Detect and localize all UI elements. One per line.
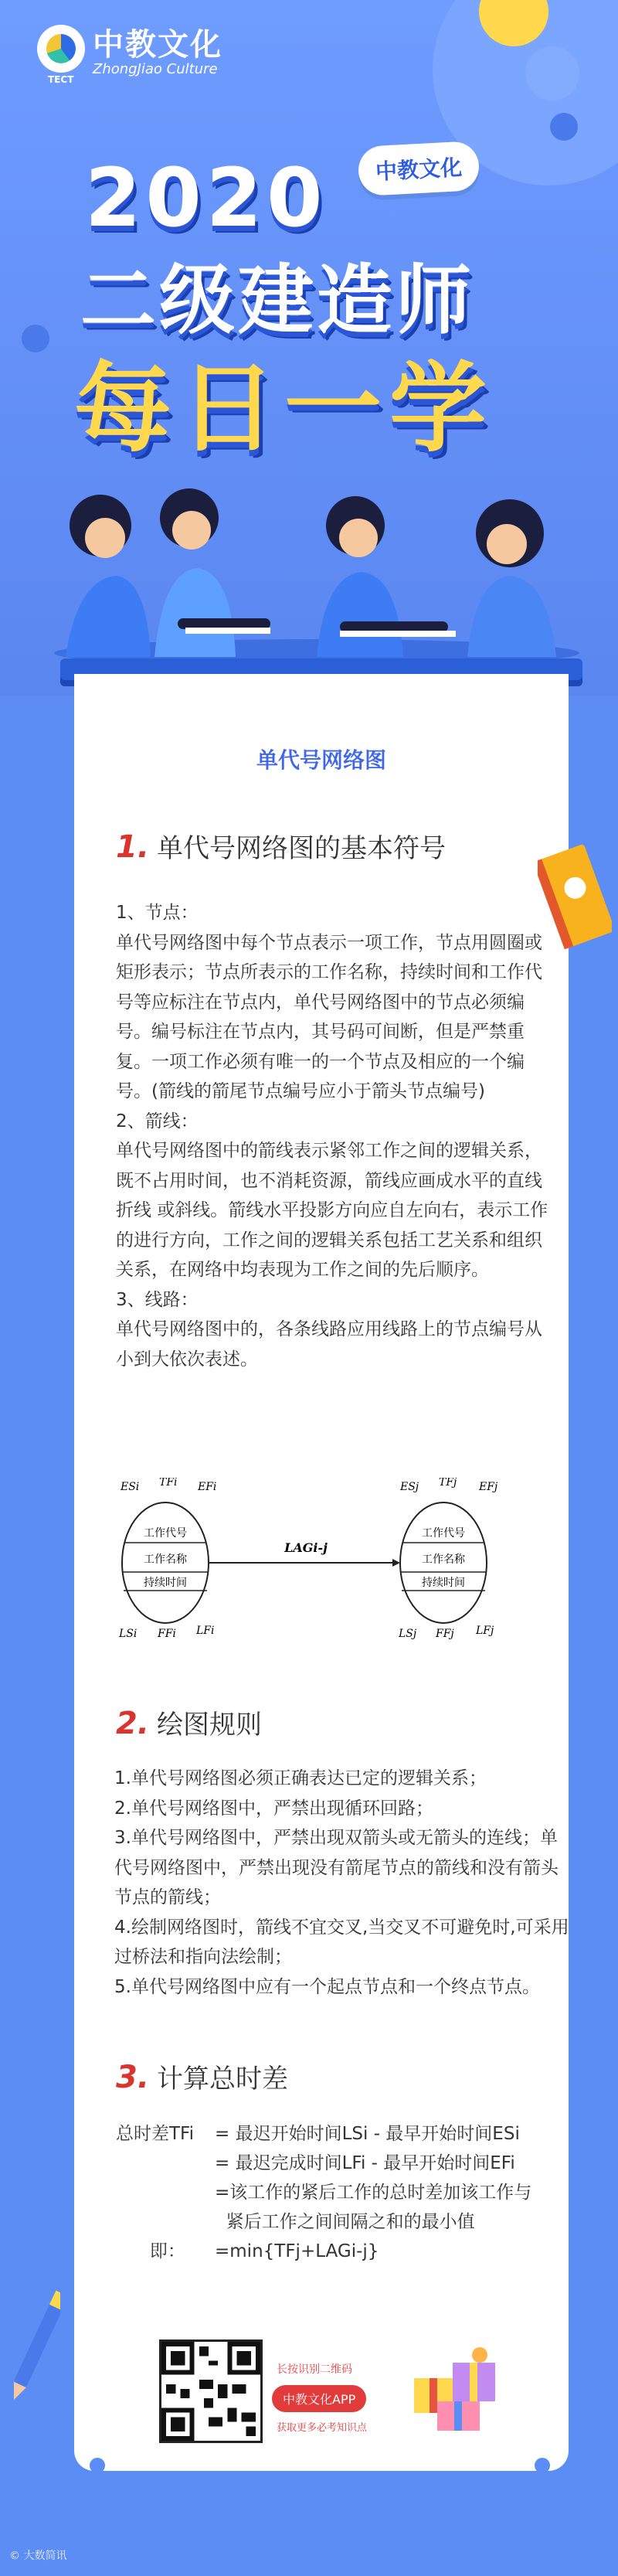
left-node-ef: EFi <box>198 1481 217 1493</box>
left-node <box>118 1478 216 1640</box>
section-1-heading <box>116 827 446 865</box>
section-1-number: 1. <box>116 829 150 865</box>
left-node-es: ESi <box>121 1481 140 1493</box>
left-node-lf: LFi <box>196 1625 215 1637</box>
book-icon <box>538 842 612 958</box>
content-card <box>74 674 569 2471</box>
logo-en: ZhongJiao Culture <box>93 61 218 77</box>
brand-tag: 中教文化 <box>357 141 480 196</box>
section-2-title: 绘图规则 <box>157 1710 263 1741</box>
right-node <box>398 1478 498 1640</box>
section-1-title: 单代号网络图的基本符号 <box>157 833 447 864</box>
student-3 <box>317 496 456 657</box>
gift-boxes-icon <box>406 2332 514 2432</box>
left-node-ls: LSi <box>119 1628 138 1640</box>
right-node-ls: LSj <box>399 1628 417 1640</box>
logo-icon <box>37 25 85 73</box>
decor-dot <box>22 325 49 352</box>
right-node-ff: FFj <box>436 1628 454 1640</box>
student-1 <box>66 495 151 657</box>
right-node-name: 工作名称 <box>422 1553 465 1566</box>
link-label: LAGi-j <box>284 1540 328 1555</box>
brand-logo <box>37 20 222 85</box>
headline-subtitle: 二级建造师 <box>80 257 475 345</box>
formula-row: 即： =min{TFj+LAGi-j} <box>116 2241 379 2261</box>
student-2 <box>154 488 270 657</box>
app-button[interactable]: 中教文化APP <box>272 2385 366 2412</box>
qr-code[interactable] <box>159 2339 263 2443</box>
decor-dot <box>550 113 578 141</box>
left-node-ff: FFi <box>158 1628 176 1640</box>
left-node-name: 工作名称 <box>144 1553 187 1566</box>
formula-block <box>116 2119 564 2266</box>
logo-cn: 中教文化 <box>93 27 222 63</box>
student-4 <box>467 499 556 657</box>
watermark: © 大数简讯 <box>9 2550 67 2562</box>
left-node-duration: 持续时间 <box>144 1577 187 1589</box>
students-illustration <box>46 479 587 665</box>
section-3-heading <box>116 2057 288 2095</box>
right-node-code: 工作代号 <box>422 1527 465 1540</box>
right-node-lf: LFj <box>476 1625 494 1637</box>
formula-row: 总时差TFi = 最迟开始时间LSi - 最早开始时间ESi <box>116 2124 520 2144</box>
section-2-text: 1.单代号网络图必须正确表达已定的逻辑关系； 2.单代号网络图中，严禁出现循环回路； 3.单代号网络图中，严禁出现双箭头或无箭头的连线；单代号网络图中，严禁出现没有箭尾节点的箭线和没有箭头节点的箭线； 4.绘制网络图时，箭线不宜交叉,当交叉不可避免时,可采用过桥法和指向法绘制； 5.单代号网络图中应有一个起点节点和一个终点节点。 <box>114 1768 569 1997</box>
arrow-head <box>392 1559 400 1567</box>
left-node-tf: TFi <box>159 1478 178 1489</box>
left-node-code: 工作代号 <box>144 1527 187 1540</box>
right-node-ef: EFj <box>479 1481 498 1493</box>
scroll-pin-left <box>90 2458 105 2473</box>
pen-icon <box>14 2280 60 2411</box>
headline-daily: 每日一学 <box>74 352 494 465</box>
right-node-es: ESj <box>400 1481 419 1493</box>
qr-caption: 长按识别二维码 <box>277 2363 352 2376</box>
card-title: 单代号网络图 <box>236 744 406 779</box>
right-node-duration: 持续时间 <box>422 1577 465 1589</box>
right-node-tf: TFj <box>439 1478 457 1489</box>
decor-dot <box>525 46 579 100</box>
formula-row: 紧后工作之间间隔之和的最小值 <box>215 2212 475 2232</box>
qr-footer: 获取更多必考知识点 <box>277 2422 368 2434</box>
headline-year: 2020 <box>85 151 328 245</box>
scroll-pin-right <box>535 2458 550 2473</box>
formula-row: = 最迟完成时间LFi - 最早开始时间EFi <box>215 2153 515 2173</box>
network-diagram <box>111 1478 544 1648</box>
formula-row: =该工作的紧后工作的总时差加该工作与 <box>215 2183 532 2203</box>
section-3-title: 计算总时差 <box>157 2064 289 2094</box>
card-title-wrap <box>74 744 569 779</box>
logo-tect: TECT <box>48 74 74 85</box>
section-1-text: 1、节点： 单代号网络图中每个节点表示一项工作，节点用圆圈或矩形表示；节点所表示的工作名称，持续时间和工作代号等应标注在节点内，单代号网络图中的节点必须编号。编号标注在节点内，其号码可间断，但是严禁重复。一项工作必须有唯一的一个节点及相应的一个编号。(箭线的箭尾节点编号应小于箭头节点编号) 2、箭线： 单代号网络图中的箭线表示紧邻工作之间的逻辑关系，既不占用时间，也不消耗资源，箭线应画成水平的直线 折线 或斜线。箭线水平投影方向应自左向右，表示工作的进行方向，工作之间的逻辑关系包括工艺关系和组织关系，在网络中均表现为工作之间的先后顺序。 3、线路： 单代号网络图中的，各条线路应用线路上的节点编号从小到大依次表述。 <box>116 903 548 1370</box>
section-2-number: 2. <box>116 1706 150 1741</box>
section-2-heading <box>116 1703 262 1741</box>
section-3-number: 3. <box>116 2060 150 2095</box>
